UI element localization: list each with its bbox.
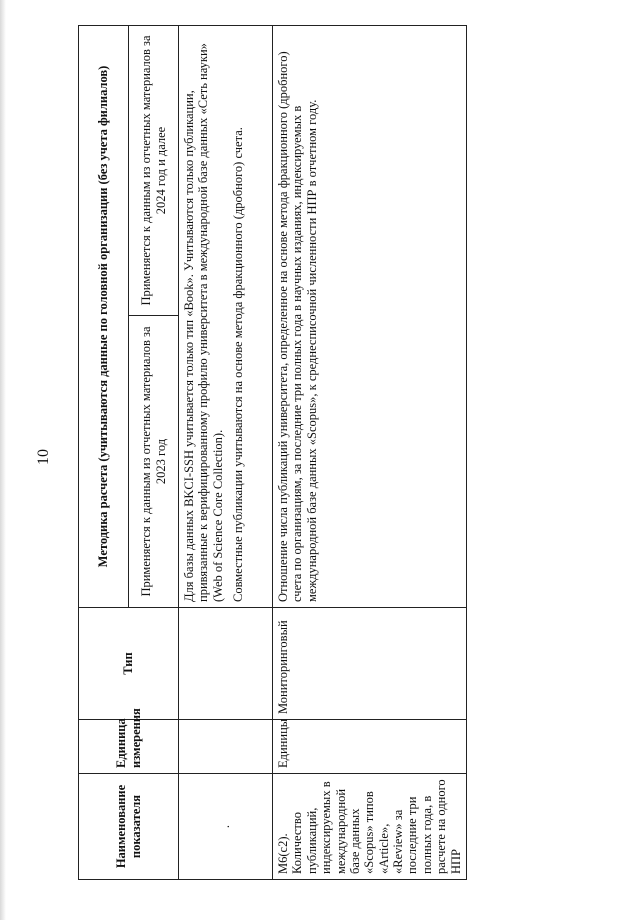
row-2-name: М6(с2). Количество публикаций, индексируемых в международной базе данных «Scopus» типов «Article», «Review» за последние три полных года, в расчете на одного НПР [273,774,467,880]
indicator-table [78,25,467,880]
scan-edge [0,0,6,920]
header-type: Тип [79,608,179,720]
table-row [179,26,273,880]
header-unit: Единица измерения [79,720,179,774]
row-1-type [179,608,273,720]
row-1-method [179,26,273,608]
header-method: Методика расчета (учитываются данные по головной организации (без учета филиалов) [79,26,129,608]
row-2-method-paragraph-1: Отношение числа публикаций университета, определенное на основе метода фракционного (дробного) счета по организациям, за последние три полных года в научных изданиях, индексируемых в международной базе данных «Scopus», к среднесписочной численности НПР в отчетном году. [276,51,319,602]
row-1-name: . [179,774,273,880]
page-number: 10 [35,449,52,465]
row-2-method [273,26,467,608]
row-2-type: Мониторинговый [273,608,467,720]
rotated-table-wrapper [78,26,463,880]
table-stage [78,26,463,880]
row-1-method-paragraph-1: Для базы данных BKCI-SSH учитывается только тип «Book». Учитываются только публикации, привязанные к верифицированному профилю университета в международной базе данных «Сеть науки» (Web of Science Core Collection). [182,43,225,602]
table-header-row [79,26,129,880]
row-1-method-paragraph-2: Совместные публикации учитываются на основе метода фракционного (дробного) счета. [231,127,246,602]
header-method-2024: Применяется к данным из отчетных материалов за 2024 год и далее [129,26,179,316]
row-2-unit: Единицы [273,720,467,774]
header-method-2023: Применяется к данным из отчетных материалов за 2023 год [129,316,179,608]
table-row [273,26,467,880]
header-name: Наименование показателя [79,774,179,880]
row-1-unit [179,720,273,774]
